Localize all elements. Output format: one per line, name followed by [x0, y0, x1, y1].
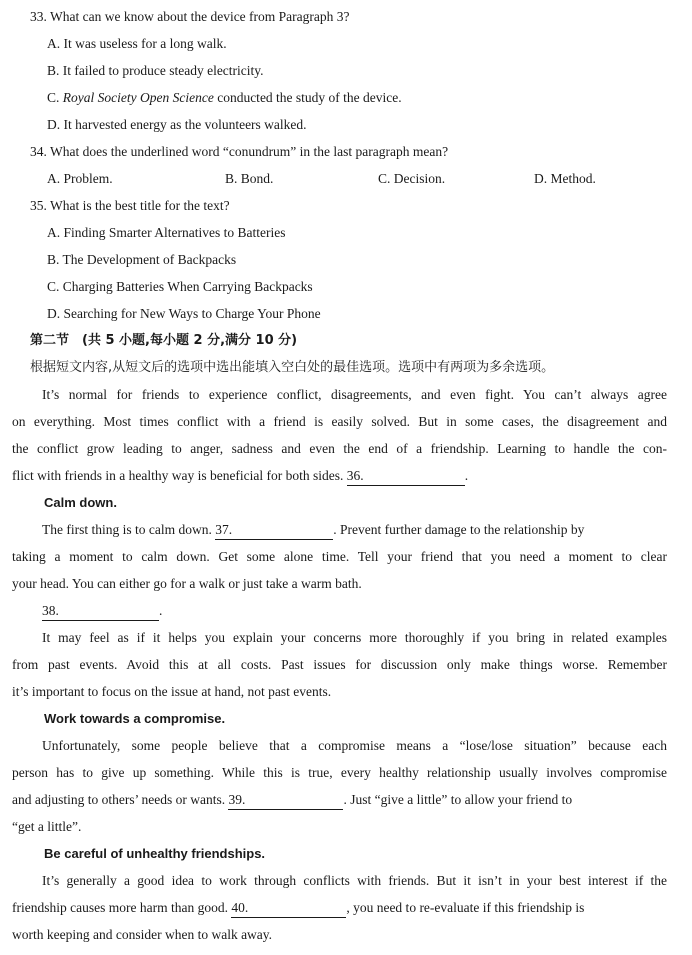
q33-stem: 33. What can we know about the device from Paragraph 3? [30, 9, 350, 24]
subheading-compromise: Work towards a compromise. [44, 711, 226, 726]
q33-option-d: D. It harvested energy as the volunteers walked. [47, 117, 307, 132]
passage-p2-line3: your head. You can either go for a walk or just take a warm bath. [12, 576, 362, 591]
blank-39: 39. [228, 791, 343, 810]
passage-p1-line2: on everything. Most times conflict with a friend is easily solved. But in some cases, the disagreement and [12, 414, 667, 429]
passage-p6-line3: worth keeping and consider when to walk away. [12, 927, 273, 942]
passage-p2-line1-end: . Prevent further damage to the relationship by [333, 522, 585, 537]
passage-p5-line3-end: . Just “give a little” to allow your friend to [343, 792, 573, 807]
passage-p6-line1: It’s generally a good idea to work through conflicts with friends. But it isn’t in your best interest if the [42, 873, 667, 888]
passage-p6-line2-end: , you need to re-evaluate if this friendship is [346, 900, 585, 915]
blank-36: 36. [347, 467, 465, 486]
passage-p1-line1: It’s normal for friends to experience conflict, disagreements, and even fight. You can’t always agree [42, 387, 667, 402]
q35-option-a: A. Finding Smarter Alternatives to Batteries [47, 225, 286, 240]
q34-option-a: A. Problem. [47, 171, 113, 186]
passage-p5-line4: “get a little”. [12, 819, 82, 834]
q33-option-c [0, 84, 692, 111]
passage-p2-line1-text: The first thing is to calm down. [42, 522, 216, 537]
passage-p4-line3: it’s important to focus on the issue at hand, not past events. [12, 684, 332, 699]
passage-p6-line2 [0, 894, 692, 921]
blank-38: 38. [42, 602, 159, 621]
exam-page [0, 3, 692, 948]
subheading-calm-down: Calm down. [44, 495, 117, 510]
passage-p1-line3: the conflict grow leading to anger, sadness and even the end of a friendship. Learning to handle the con- [12, 441, 667, 456]
passage-p2-line2: taking a moment to calm down. Get some alone time. Tell your friend that you need a moment to clear [12, 549, 667, 564]
q33-option-c-suffix: conducted the study of the device. [213, 90, 402, 105]
q33-option-c-journal: Royal Society Open Science [62, 90, 214, 105]
passage-p5-line2: person has to give up something. While this is true, every healthy relationship usually involves compromise [12, 765, 667, 780]
q34-stem: 34. What does the underlined word “conundrum” in the last paragraph mean? [30, 144, 449, 159]
q35-option-d: D. Searching for New Ways to Charge Your Phone [47, 306, 321, 321]
passage-p5-line3 [0, 786, 692, 813]
passage-p3-end: . [159, 603, 163, 618]
q34-option-b: B. Bond. [225, 171, 274, 186]
subheading-unhealthy: Be careful of unhealthy friendships. [44, 846, 266, 861]
passage-p6-line2-text: friendship causes more harm than good. [12, 900, 232, 915]
q35-option-c: C. Charging Batteries When Carrying Backpacks [47, 279, 313, 294]
q33-option-c-prefix: C. [47, 90, 63, 105]
blank-37: 37. [215, 521, 333, 540]
q35-stem: 35. What is the best title for the text? [30, 198, 230, 213]
section-title: 第二节 (共 5 小题,每小题 2 分,满分 10 分) [30, 333, 298, 348]
q33-option-b: B. It failed to produce steady electricity. [47, 63, 264, 78]
q34-option-d: D. Method. [534, 171, 596, 186]
passage-p5-line1: Unfortunately, some people believe that a compromise means a “lose/lose situation” because each [42, 738, 667, 753]
passage-p1-line4-text: flict with friends in a healthy way is beneficial for both sides. [12, 468, 347, 483]
passage-p3-line [0, 597, 692, 624]
passage-p5-line3-text: and adjusting to others’ needs or wants. [12, 792, 229, 807]
q35-option-b: B. The Development of Backpacks [47, 252, 237, 267]
q34-options [0, 165, 692, 192]
passage-p1-line4-end: . [464, 468, 469, 483]
passage-p4-line2: from past events. Avoid this at all costs. Past issues for discussion only make things worse. Remember [12, 657, 667, 672]
passage-p1-line4 [0, 462, 692, 489]
passage-p4-line1: It may feel as if it helps you explain your concerns more thoroughly if you bring in related examples [42, 630, 667, 645]
q33-option-a: A. It was useless for a long walk. [47, 36, 227, 51]
blank-40: 40. [231, 899, 346, 918]
passage-p2-line1 [0, 516, 692, 543]
section-instruction: 根据短文内容,从短文后的选项中选出能填入空白处的最佳选项。选项中有两项为多余选项。 [30, 360, 555, 375]
q34-option-c: C. Decision. [378, 171, 446, 186]
